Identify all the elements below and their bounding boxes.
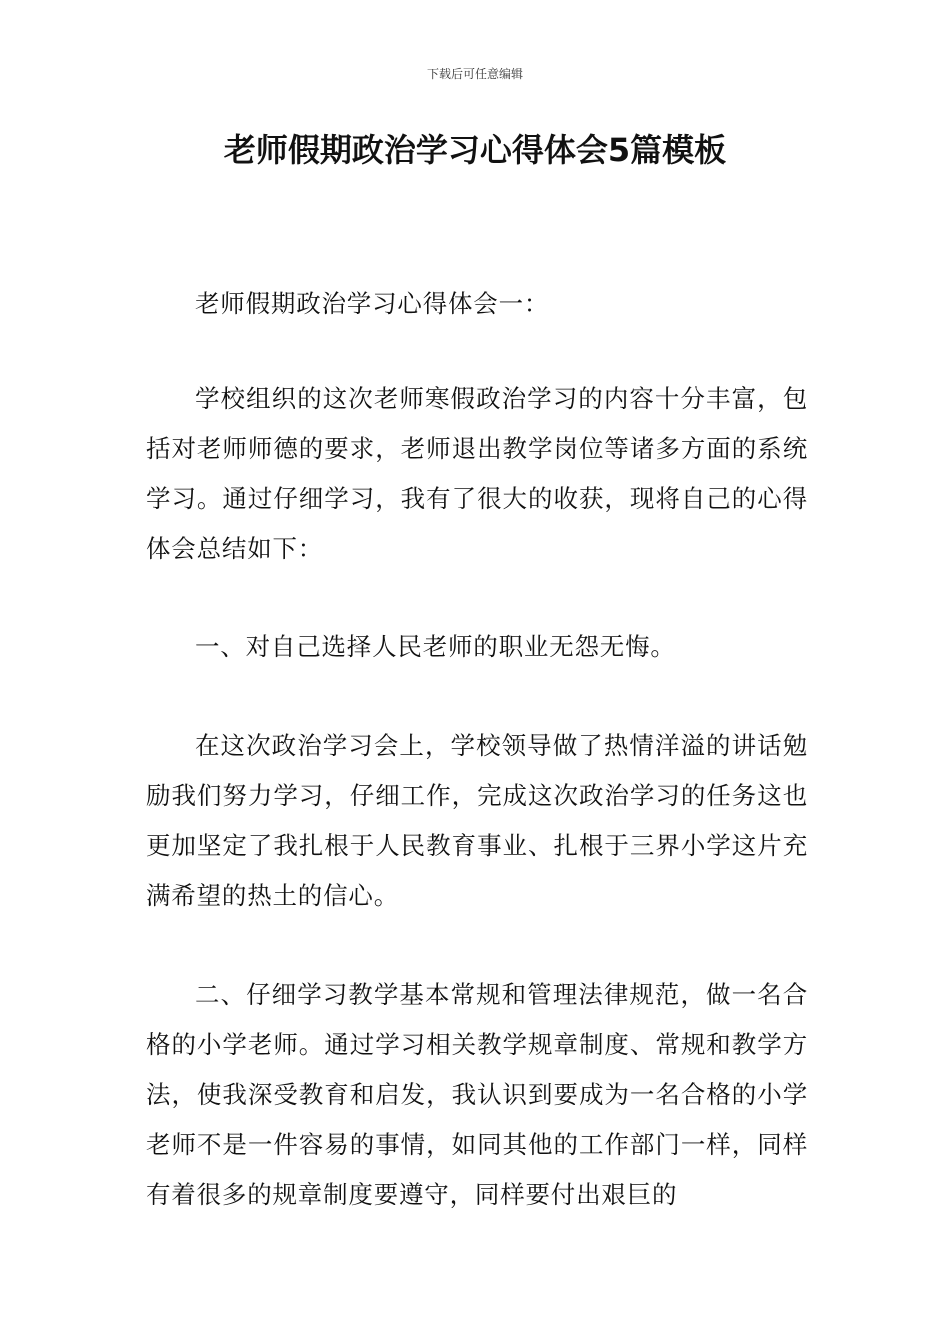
header-note: 下载后可任意编辑 <box>426 67 523 81</box>
document-title: 老师假期政治学习心得体会5篇模板 <box>223 131 727 169</box>
paragraph-intro: 学校组织的这次老师寒假政治学习的内容十分丰富，包括对老师师德的要求，老师退出教学岗位等诸多方面的系统学习。通过仔细学习，我有了很大的收获，现将自己的心得体会总结如下： <box>146 384 808 563</box>
point-one-heading: 一、对自己选择人民老师的职业无怨无悔。 <box>195 632 676 661</box>
section-heading-one: 老师假期政治学习心得体会一： <box>195 289 550 318</box>
paragraph-point-two: 二、仔细学习教学基本常规和管理法律规范，做一名合格的小学老师。通过学习相关教学规章制度、常规和教学方法，使我深受教育和启发，我认识到要成为一名合格的小学老师不是一件容易的事情，如同其他的工作部门一样，同样有着很多的规章制度要遵守，同样要付出艰巨的 <box>146 980 808 1209</box>
paragraph-point-one: 在这次政治学习会上，学校领导做了热情洋溢的讲话勉励我们努力学习，仔细工作，完成这次政治学习的任务这也更加坚定了我扎根于人民教育事业、扎根于三界小学这片充满希望的热土的信心。 <box>146 731 808 910</box>
